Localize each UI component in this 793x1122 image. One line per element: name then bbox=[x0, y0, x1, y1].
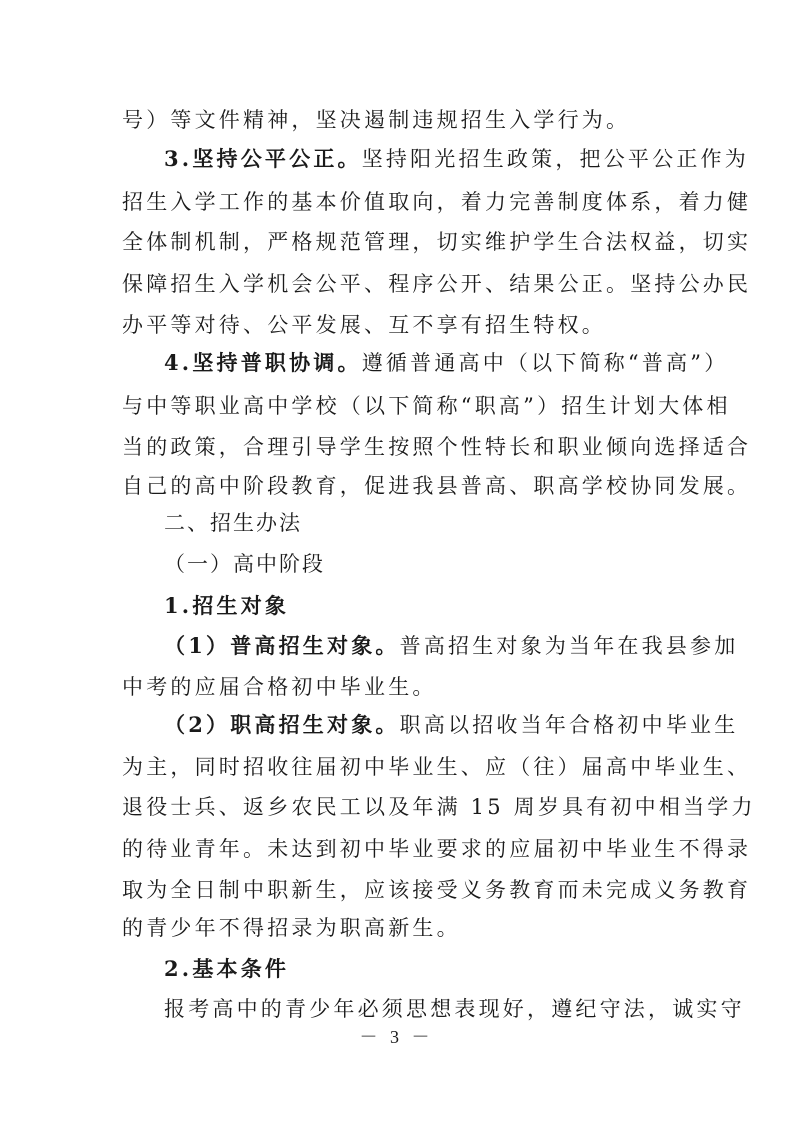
line-text: 职高以招收当年合格初中毕业生 bbox=[399, 713, 739, 737]
line-text: 中考的应届合格初中毕业生。 bbox=[122, 675, 437, 699]
paragraph-line bbox=[122, 793, 756, 821]
paragraph-line bbox=[122, 228, 752, 256]
line-text: 保障招生入学机会公平、程序公开、结果公正。坚持公办民 bbox=[122, 272, 752, 296]
paragraph-line bbox=[122, 914, 682, 942]
line-text: 取为全日制中职新生，应该接受义务教育而未完成义务教育 bbox=[122, 878, 752, 902]
line-text: 坚持阳光招生政策，把公平公正作为 bbox=[361, 147, 749, 171]
heading-text: （一）高中阶段 bbox=[164, 552, 325, 576]
heading-bold-text: 2.基本条件 bbox=[164, 956, 290, 981]
paragraph-line bbox=[122, 311, 682, 339]
paragraph-line bbox=[122, 106, 682, 134]
paragraph-line bbox=[122, 753, 752, 781]
line-text: 当的政策，合理引导学生按照个性特长和职业倾向选择适合 bbox=[122, 435, 752, 459]
heading-bold-text: （1）普高招生对象。 bbox=[164, 633, 400, 658]
heading-text: 二、招生办法 bbox=[164, 511, 302, 535]
paragraph-line bbox=[122, 673, 682, 701]
paragraph-line bbox=[122, 392, 731, 420]
item-heading-1-2 bbox=[164, 711, 739, 739]
line-text: 办平等对待、公平发展、互不享有招生特权。 bbox=[122, 313, 606, 337]
item-heading-2 bbox=[164, 955, 684, 983]
paragraph-line bbox=[122, 433, 752, 461]
line-text: 普高招生对象为当年在我县参加 bbox=[399, 634, 739, 658]
line-text: 招生入学工作的基本价值取向，着力完善制度体系，着力健 bbox=[122, 190, 752, 214]
paragraph-line bbox=[164, 995, 745, 1023]
line-text: 号）等文件精神，坚决遏制违规招生入学行为。 bbox=[122, 108, 631, 132]
paragraph-line bbox=[122, 835, 752, 863]
section-heading-4 bbox=[164, 349, 729, 377]
line-text: 与中等职业高中学校（以下简称“职高”）招生计划大体相 bbox=[122, 394, 731, 418]
subsection-heading bbox=[164, 550, 684, 578]
heading-bold-text: 4.坚持普职协调。 bbox=[164, 350, 362, 375]
line-text: 的青少年不得招录为职高新生。 bbox=[122, 916, 461, 940]
item-heading-1-1 bbox=[164, 632, 739, 660]
line-text: 遵循普通高中（以下简称“普高”） bbox=[361, 351, 729, 375]
line-text: 为主，同时招收往届初中毕业生、应（往）届高中毕业生、 bbox=[122, 755, 752, 779]
line-text: 的待业青年。未达到初中毕业要求的应届初中毕业生不得录 bbox=[122, 837, 752, 861]
paragraph-line bbox=[122, 270, 752, 298]
section-heading-3 bbox=[164, 145, 749, 173]
heading-bold-text: 3.坚持公平公正。 bbox=[164, 146, 362, 171]
paragraph-line bbox=[122, 876, 752, 904]
line-text: 自己的高中阶段教育，促进我县普高、职高学校协同发展。 bbox=[122, 474, 752, 498]
heading-bold-text: （2）职高招生对象。 bbox=[164, 712, 400, 737]
line-text: 全体制机制，严格规范管理，切实维护学生合法权益，切实 bbox=[122, 230, 752, 254]
heading-bold-text: 1.招生对象 bbox=[164, 593, 290, 618]
item-heading-1 bbox=[164, 592, 684, 620]
page-number: － 3 － bbox=[359, 1027, 434, 1047]
line-text: 退役士兵、返乡农民工以及年满 15 周岁具有初中相当学力 bbox=[122, 795, 756, 819]
paragraph-line bbox=[122, 472, 752, 500]
chapter-heading bbox=[164, 509, 684, 537]
line-text: 报考高中的青少年必须思想表现好，遵纪守法，诚实守 bbox=[164, 997, 745, 1021]
paragraph-line bbox=[122, 188, 752, 216]
